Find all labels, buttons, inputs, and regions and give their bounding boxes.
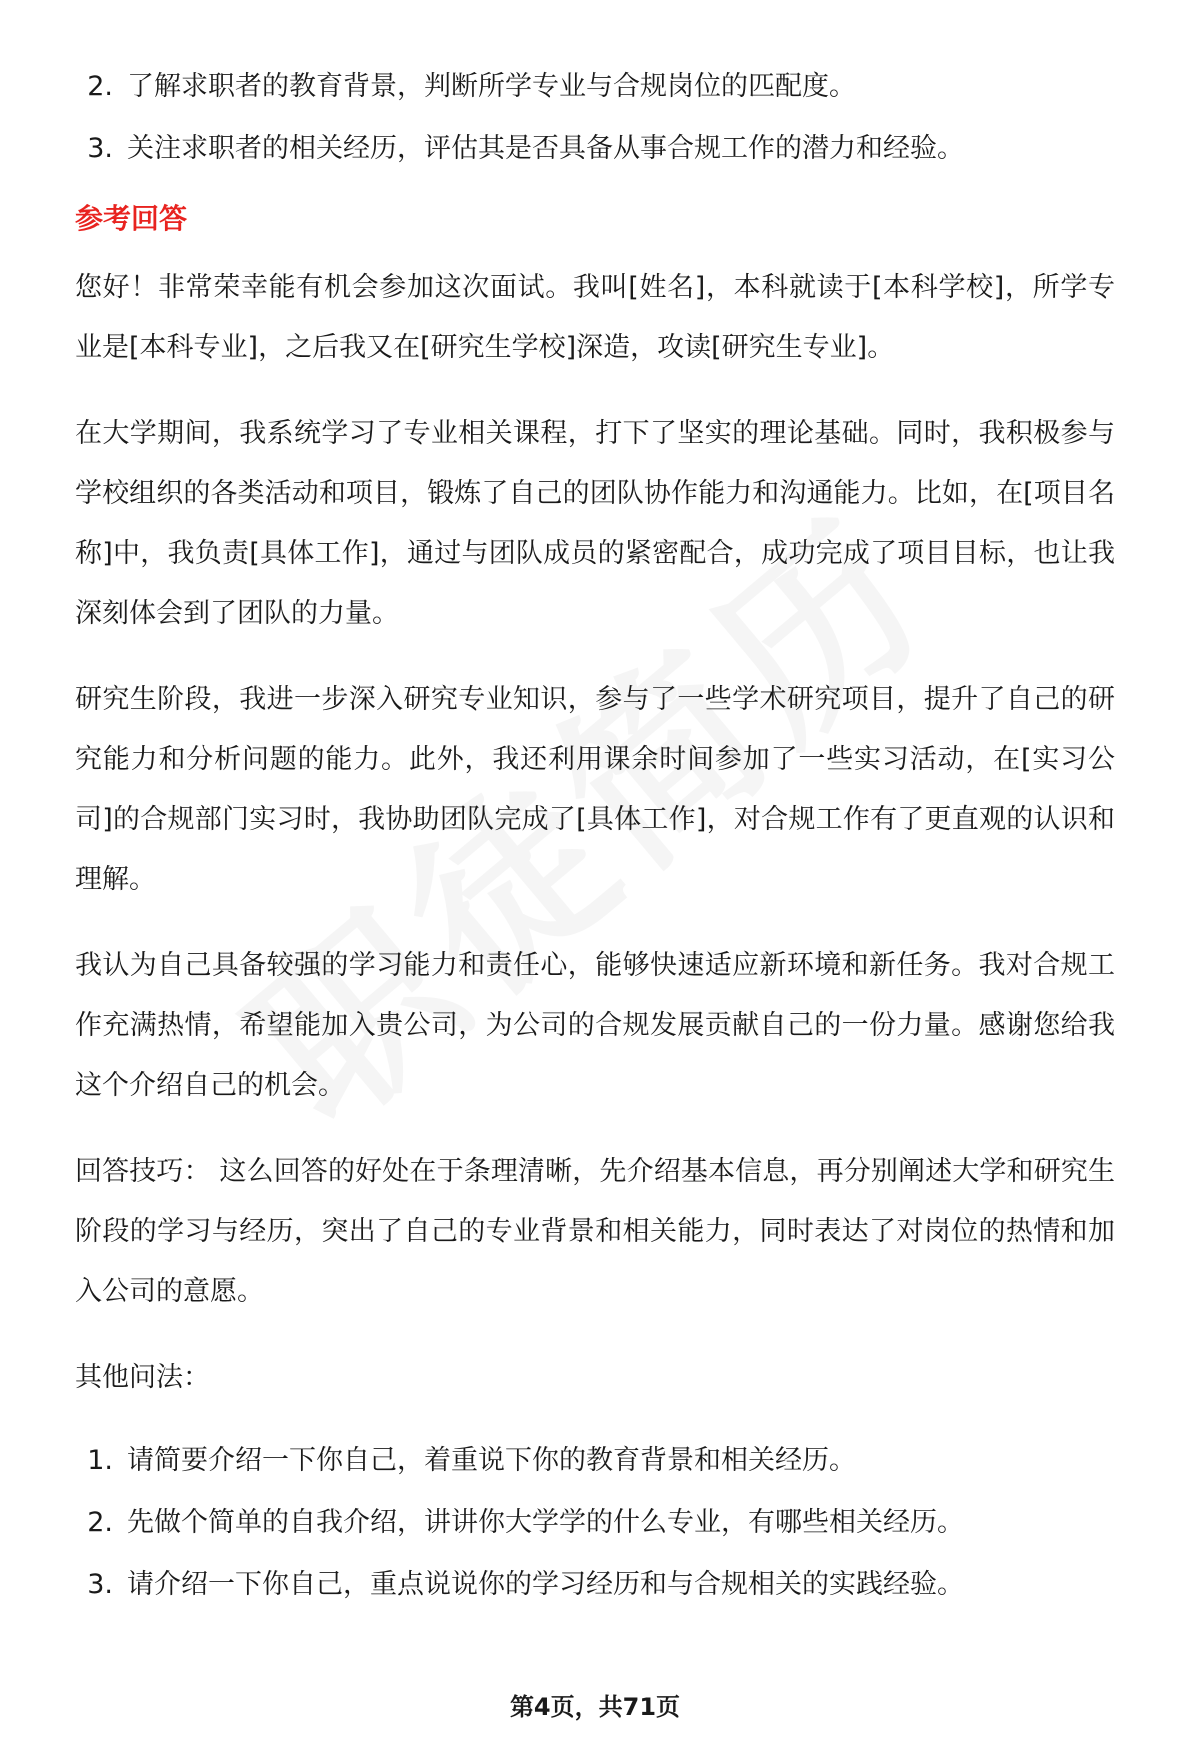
paragraph-closing: 我认为自己具备较强的学习能力和责任心，能够快速适应新环境和新任务。我对合规工作充满热情，希望能加入贵公司，为公司的合规发展贡献自己的一份力量。感谢您给我这个介绍自己的机会。 — [75, 950, 1115, 1101]
other-questions-label: 其他问法： — [75, 1362, 210, 1393]
list-item — [75, 56, 1115, 118]
list-text: 关注求职者的相关经历，评估其是否具备从事合规工作的潜力和经验。 — [127, 133, 964, 164]
paragraph-graduate: 研究生阶段，我进一步深入研究专业知识，参与了一些学术研究项目，提升了自己的研究能力和分析问题的能力。此外，我还利用课余时间参加了一些实习活动，在[实习公司]的合规部门实习时，我协助团队完成了[具体工作]，对合规工作有了更直观的认识和理解。 — [75, 684, 1115, 895]
paragraph-intro: 您好！非常荣幸能有机会参加这次面试。我叫[姓名]，本科就读于[本科学校]，所学专业是[本科专业]，之后我又在[研究生学校]深造，攻读[研究生专业]。 — [75, 272, 1115, 363]
list-item — [75, 118, 1115, 180]
paragraph-answer-tips: 回答技巧： 这么回答的好处在于条理清晰，先介绍基本信息，再分别阐述大学和研究生阶段的学习与经历，突出了自己的专业背景和相关能力，同时表达了对岗位的热情和加入公司的意愿。 — [75, 1156, 1115, 1307]
paragraph-university: 在大学期间，我系统学习了专业相关课程，打下了坚实的理论基础。同时，我积极参与学校组织的各类活动和项目，锻炼了自己的团队协作能力和沟通能力。比如，在[项目名称]中，我负责[具体工作]，通过与团队成员的紧密配合，成功完成了项目目标，也让我深刻体会到了团队的力量。 — [75, 418, 1115, 629]
list-number: 1. — [87, 1445, 113, 1476]
list-text: 请介绍一下你自己，重点说说你的学习经历和与合规相关的实践经验。 — [127, 1569, 964, 1600]
document-body — [75, 56, 1115, 1616]
list-item — [75, 1554, 1115, 1616]
list-number: 2. — [87, 71, 113, 102]
list-text: 了解求职者的教育背景，判断所学专业与合规岗位的匹配度。 — [127, 71, 856, 102]
section-title-reference-answer: 参考回答 — [75, 202, 188, 235]
list-number: 3. — [87, 133, 113, 164]
list-item — [75, 1430, 1115, 1492]
list-number: 3. — [87, 1569, 113, 1600]
page-number: 第4页，共71页 — [509, 1693, 681, 1721]
list-text: 先做个简单的自我介绍，讲讲你大学学的什么专业，有哪些相关经历。 — [127, 1507, 964, 1538]
list-text: 请简要介绍一下你自己，着重说下你的教育背景和相关经历。 — [127, 1445, 856, 1476]
list-item — [75, 1492, 1115, 1554]
evaluation-points-list — [75, 56, 1115, 180]
list-number: 2. — [87, 1507, 113, 1538]
other-questions-list — [75, 1430, 1115, 1616]
